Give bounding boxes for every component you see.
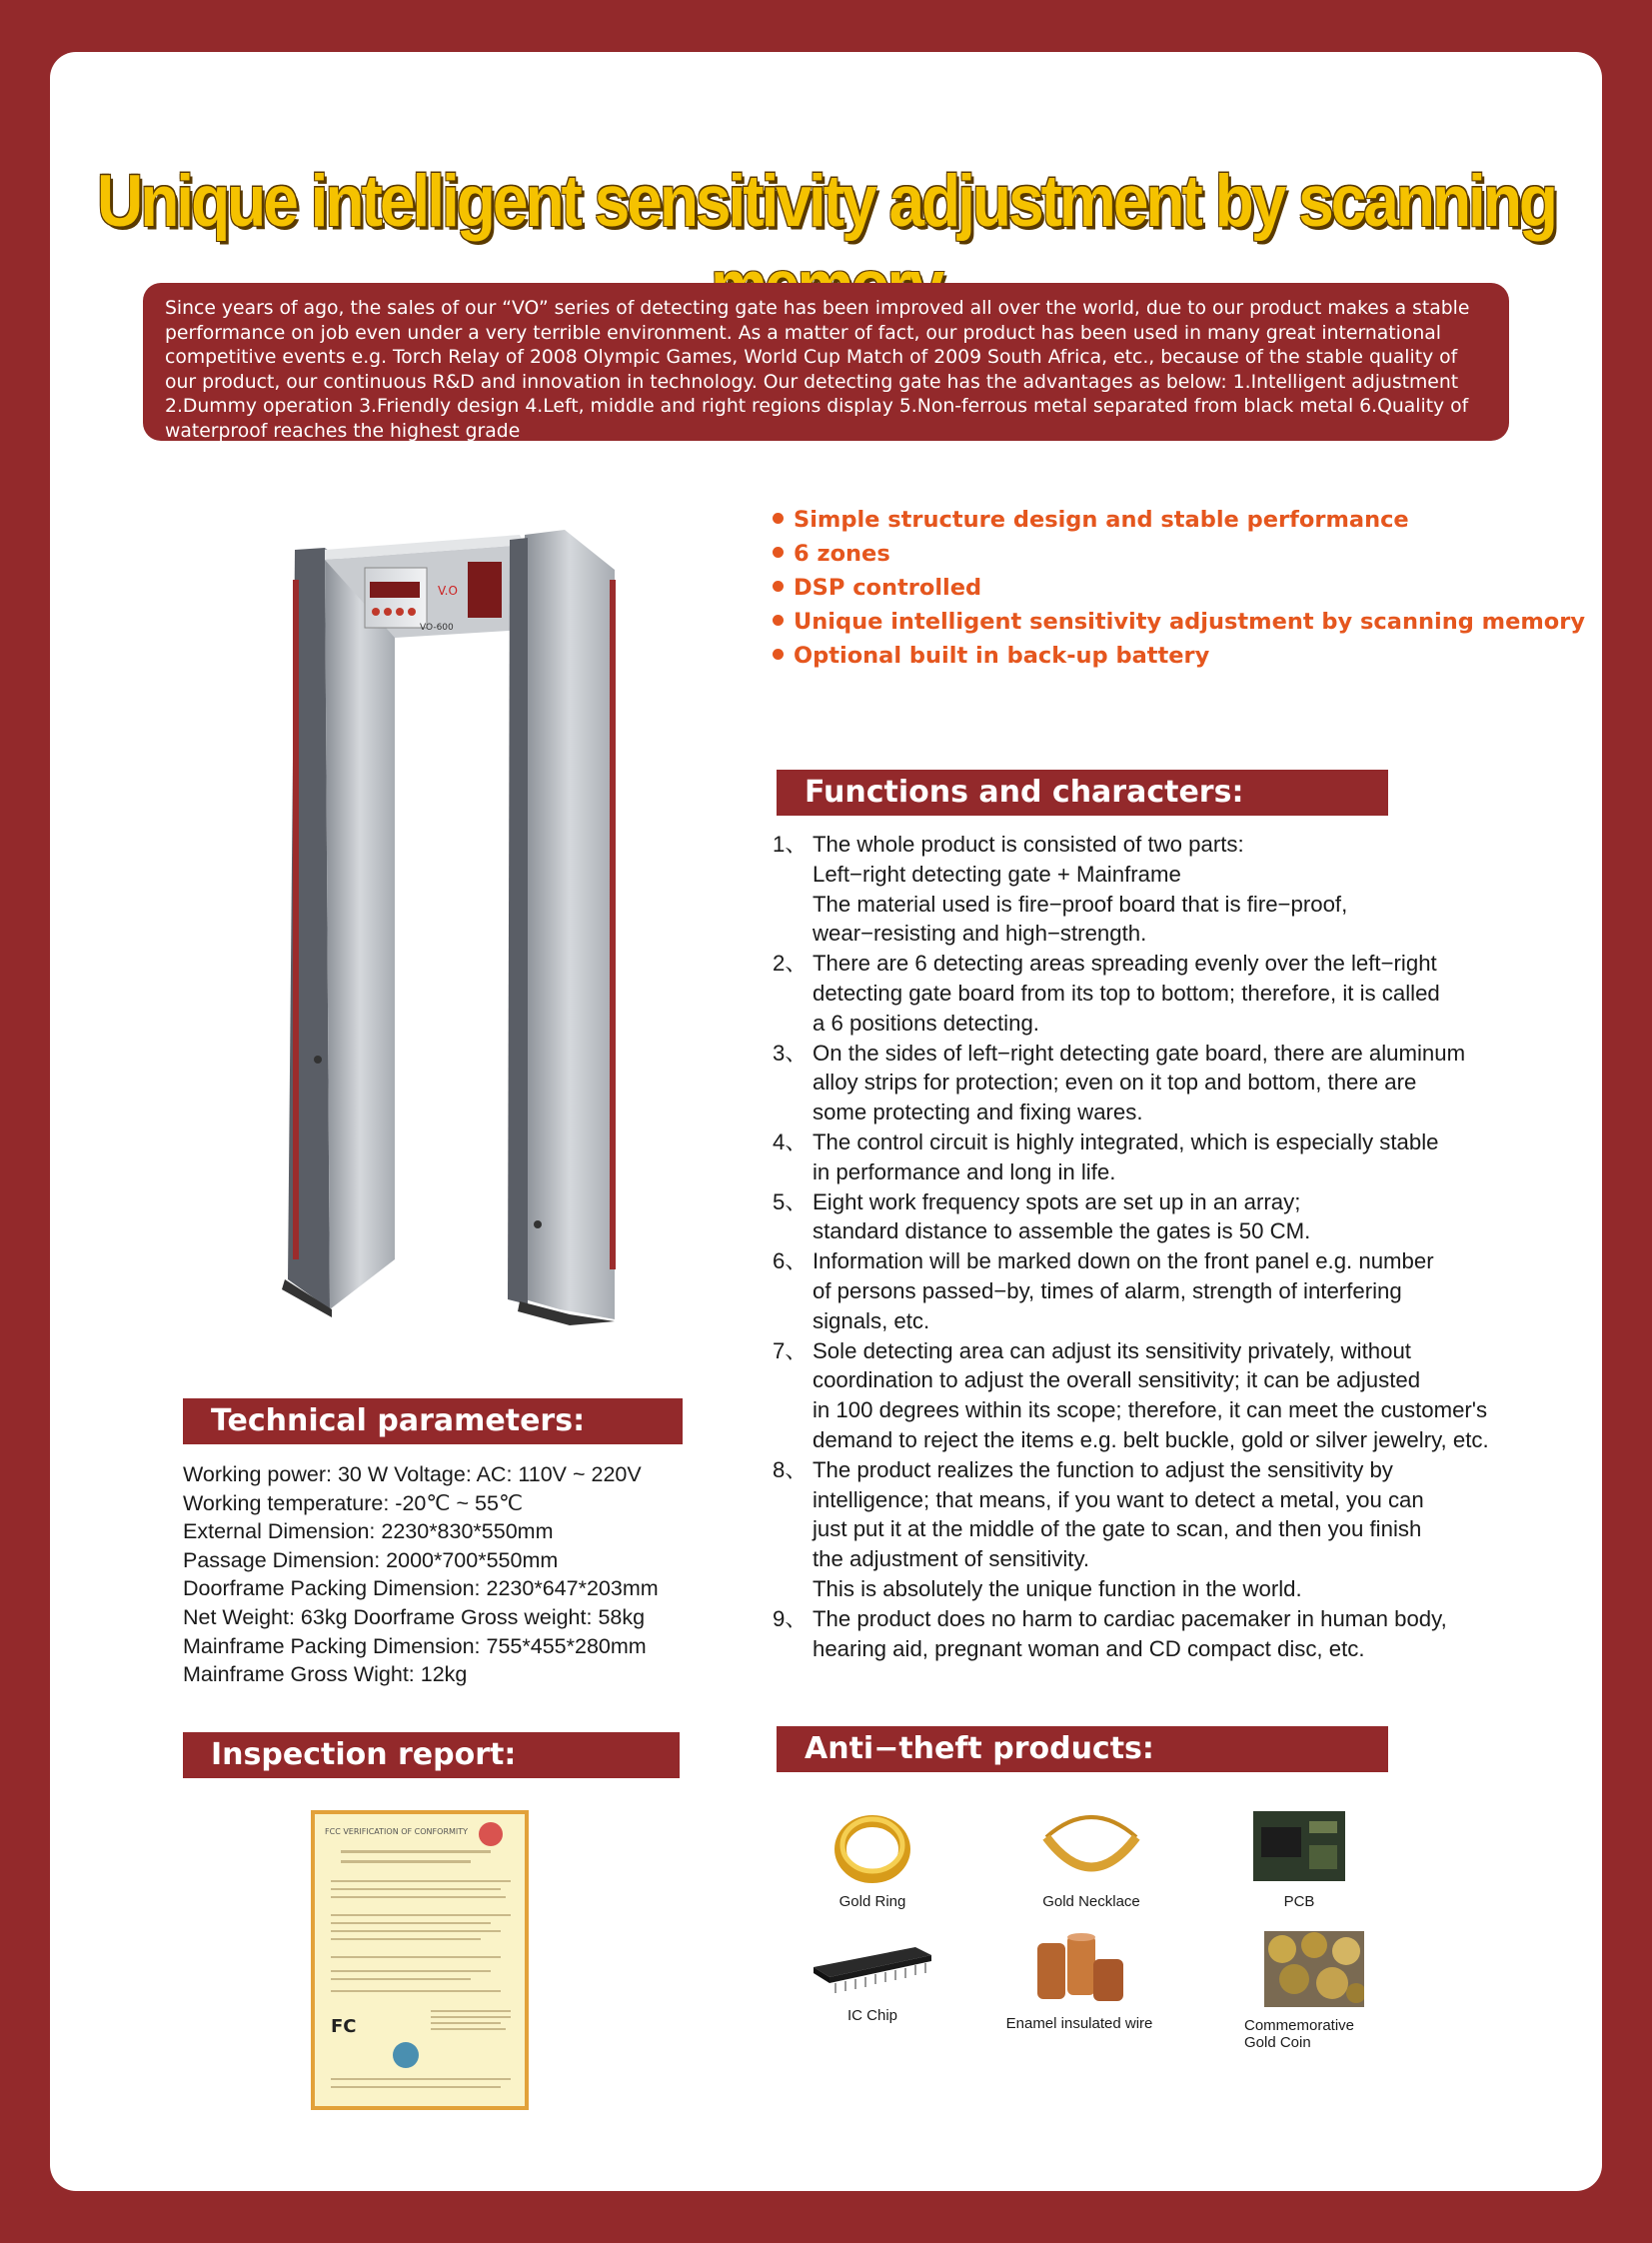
gold-coin-icon [1264, 1931, 1364, 2007]
product-pcb: PCB [1244, 1807, 1354, 1910]
function-number: 1、 [773, 832, 808, 857]
feature-item: Simple structure design and stable performance [773, 503, 1532, 537]
inspection-report-heading: Inspection report: [183, 1732, 680, 1778]
product-gold-necklace: Gold Necklace [1021, 1807, 1161, 1910]
intro-paragraph: Since years of ago, the sales of our “VO” series of detecting gate has been improved all over the world, due to our product makes a stable performance on job even under a very terrible environment. As a matter of fact, our product has been used in many great international competitive events e.g. Torch Relay of 2008 Olympic Games, World Cup Match of 2009 South Africa, etc., because of the stable quality of our product, our continuous R&D and innovation in technology. Our detecting gate has the advantages as below: 1.Intelligent adjustment 2.Dummy operation 3.Friendly design 4.Left, middle and right regions display 5.Non-ferrous metal separated from black metal 6.Quality of waterproof reaches the highest grade [143, 283, 1509, 441]
function-line: standard distance to assemble the gates is 50 CM. [813, 1218, 1311, 1244]
function-item [773, 1604, 1512, 1664]
function-item [773, 1127, 1512, 1187]
parameter-line: External Dimension: 2230*830*550mm [183, 1519, 554, 1544]
function-line: of persons passed−by, times of alarm, strength of interfering [813, 1277, 1402, 1303]
function-line: in 100 degrees within its scope; therefore, it can meet the customer's [813, 1397, 1488, 1423]
function-line: a 6 positions detecting. [813, 1010, 1039, 1036]
function-line: This is absolutely the unique function in the world. [813, 1575, 1302, 1601]
function-item [773, 1455, 1512, 1604]
function-item [773, 830, 1512, 949]
function-line: alloy strips for protection; even on it top and bottom, there are [813, 1070, 1417, 1096]
feature-list [773, 503, 1586, 673]
parameter-line: Working temperature: -20℃ ~ 55℃ [183, 1490, 524, 1515]
function-item [773, 1039, 1512, 1127]
function-line: wear−resisting and high−strength. [813, 921, 1147, 947]
function-line: Left−right detecting gate + Mainframe [813, 861, 1181, 887]
parameter-line: Net Weight: 63kg Doorframe Gross weight: 58kg [183, 1604, 646, 1629]
function-line: The product does no harm to cardiac pacemaker in human body, [813, 1605, 1447, 1631]
feature-item: DSP controlled [773, 571, 1532, 605]
ic-chip-icon [808, 1939, 937, 1999]
bullet-icon [773, 513, 784, 524]
function-item [773, 949, 1512, 1038]
product-ic-chip: IC Chip [808, 1939, 937, 2024]
bullet-icon [773, 547, 784, 558]
functions-heading: Functions and characters: [777, 770, 1388, 816]
feature-item: 6 zones [773, 537, 1532, 571]
function-number: 7、 [773, 1337, 808, 1363]
function-line: some protecting and fixing wares. [813, 1100, 1143, 1125]
enamel-wire-icon [1029, 1929, 1129, 2005]
product-enamel-wire: Enamel insulated wire [989, 1929, 1169, 2032]
function-line: The control circuit is highly integrated, which is especially stable [813, 1128, 1439, 1154]
function-item [773, 1246, 1512, 1335]
function-line: On the sides of left−right detecting gate board, there are aluminum [813, 1040, 1466, 1066]
function-number: 8、 [773, 1456, 808, 1482]
gate-model-label: VO-600 [420, 623, 454, 633]
function-number: 6、 [773, 1248, 808, 1274]
feature-item: Optional built in back-up battery [773, 639, 1532, 673]
function-number: 4、 [773, 1128, 808, 1154]
bullet-icon [773, 649, 784, 660]
function-number: 5、 [773, 1188, 808, 1214]
function-line: The product realizes the function to adjust the sensitivity by [813, 1456, 1393, 1482]
product-gold-ring: Gold Ring [808, 1807, 937, 1910]
parameter-line: Passage Dimension: 2000*700*550mm [183, 1547, 559, 1572]
certificate-title: FCC VERIFICATION OF CONFORMITY [325, 1827, 469, 1836]
function-number: 9、 [773, 1605, 808, 1631]
technical-parameters-heading: Technical parameters: [183, 1398, 683, 1444]
bullet-icon [773, 615, 784, 626]
page-headline: Unique intelligent sensitivity adjustment by scanning [96, 159, 1556, 242]
function-line: Eight work frequency spots are set up in an array; [813, 1188, 1301, 1214]
function-number: 2、 [773, 951, 808, 977]
function-line: the adjustment of sensitivity. [813, 1546, 1090, 1572]
function-line: demand to reject the items e.g. belt buckle, gold or silver jewelry, etc. [813, 1426, 1489, 1452]
anti-theft-heading: Anti−theft products: [777, 1726, 1388, 1772]
fcc-certificate-image [311, 1810, 529, 2110]
gold-necklace-icon [1036, 1807, 1146, 1885]
function-line: Sole detecting area can adjust its sensitivity privately, without [813, 1337, 1411, 1363]
functions-list [773, 830, 1512, 1663]
technical-parameters-list [183, 1460, 703, 1689]
pcb-icon [1251, 1807, 1347, 1885]
function-item [773, 1336, 1512, 1455]
function-line: just put it at the middle of the gate to scan, and then you finish [813, 1516, 1422, 1542]
parameter-line: Doorframe Packing Dimension: 2230*647*203mm [183, 1576, 659, 1601]
fcc-logo: FC [331, 2016, 357, 2037]
function-line: There are 6 detecting areas spreading evenly over the left−right [813, 951, 1437, 977]
function-line: detecting gate board from its top to bottom; therefore, it is called [813, 980, 1440, 1006]
parameter-line: Mainframe Packing Dimension: 755*455*280mm [183, 1633, 647, 1658]
gate-brand-mark: V.O [438, 584, 458, 598]
function-line: The material used is fire−proof board that is fire−proof, [813, 891, 1348, 917]
bullet-icon [773, 581, 784, 592]
function-item [773, 1187, 1512, 1247]
function-line: Information will be marked down on the front panel e.g. number [813, 1248, 1434, 1274]
function-line: intelligence; that means, if you want to detect a metal, you can [813, 1486, 1424, 1512]
function-line: in performance and long in life. [813, 1158, 1116, 1184]
gold-ring-icon [832, 1807, 912, 1885]
feature-item: Unique intelligent sensitivity adjustment by scanning memory [773, 605, 1532, 639]
function-line: signals, etc. [813, 1307, 930, 1333]
function-number: 3、 [773, 1040, 808, 1066]
metal-detector-gate-image [270, 520, 650, 1329]
product-commemorative-coin: Commemorative Gold Coin [1244, 1931, 1384, 2051]
parameter-line: Working power: 30 W Voltage: AC: 110V ~ 220V [183, 1462, 642, 1486]
function-line: hearing aid, pregnant woman and CD compact disc, etc. [813, 1635, 1365, 1661]
function-line: coordination to adjust the overall sensitivity; it can be adjusted [813, 1367, 1421, 1393]
function-line: The whole product is consisted of two parts: [813, 832, 1244, 857]
parameter-line: Mainframe Gross Wight: 12kg [183, 1662, 468, 1687]
